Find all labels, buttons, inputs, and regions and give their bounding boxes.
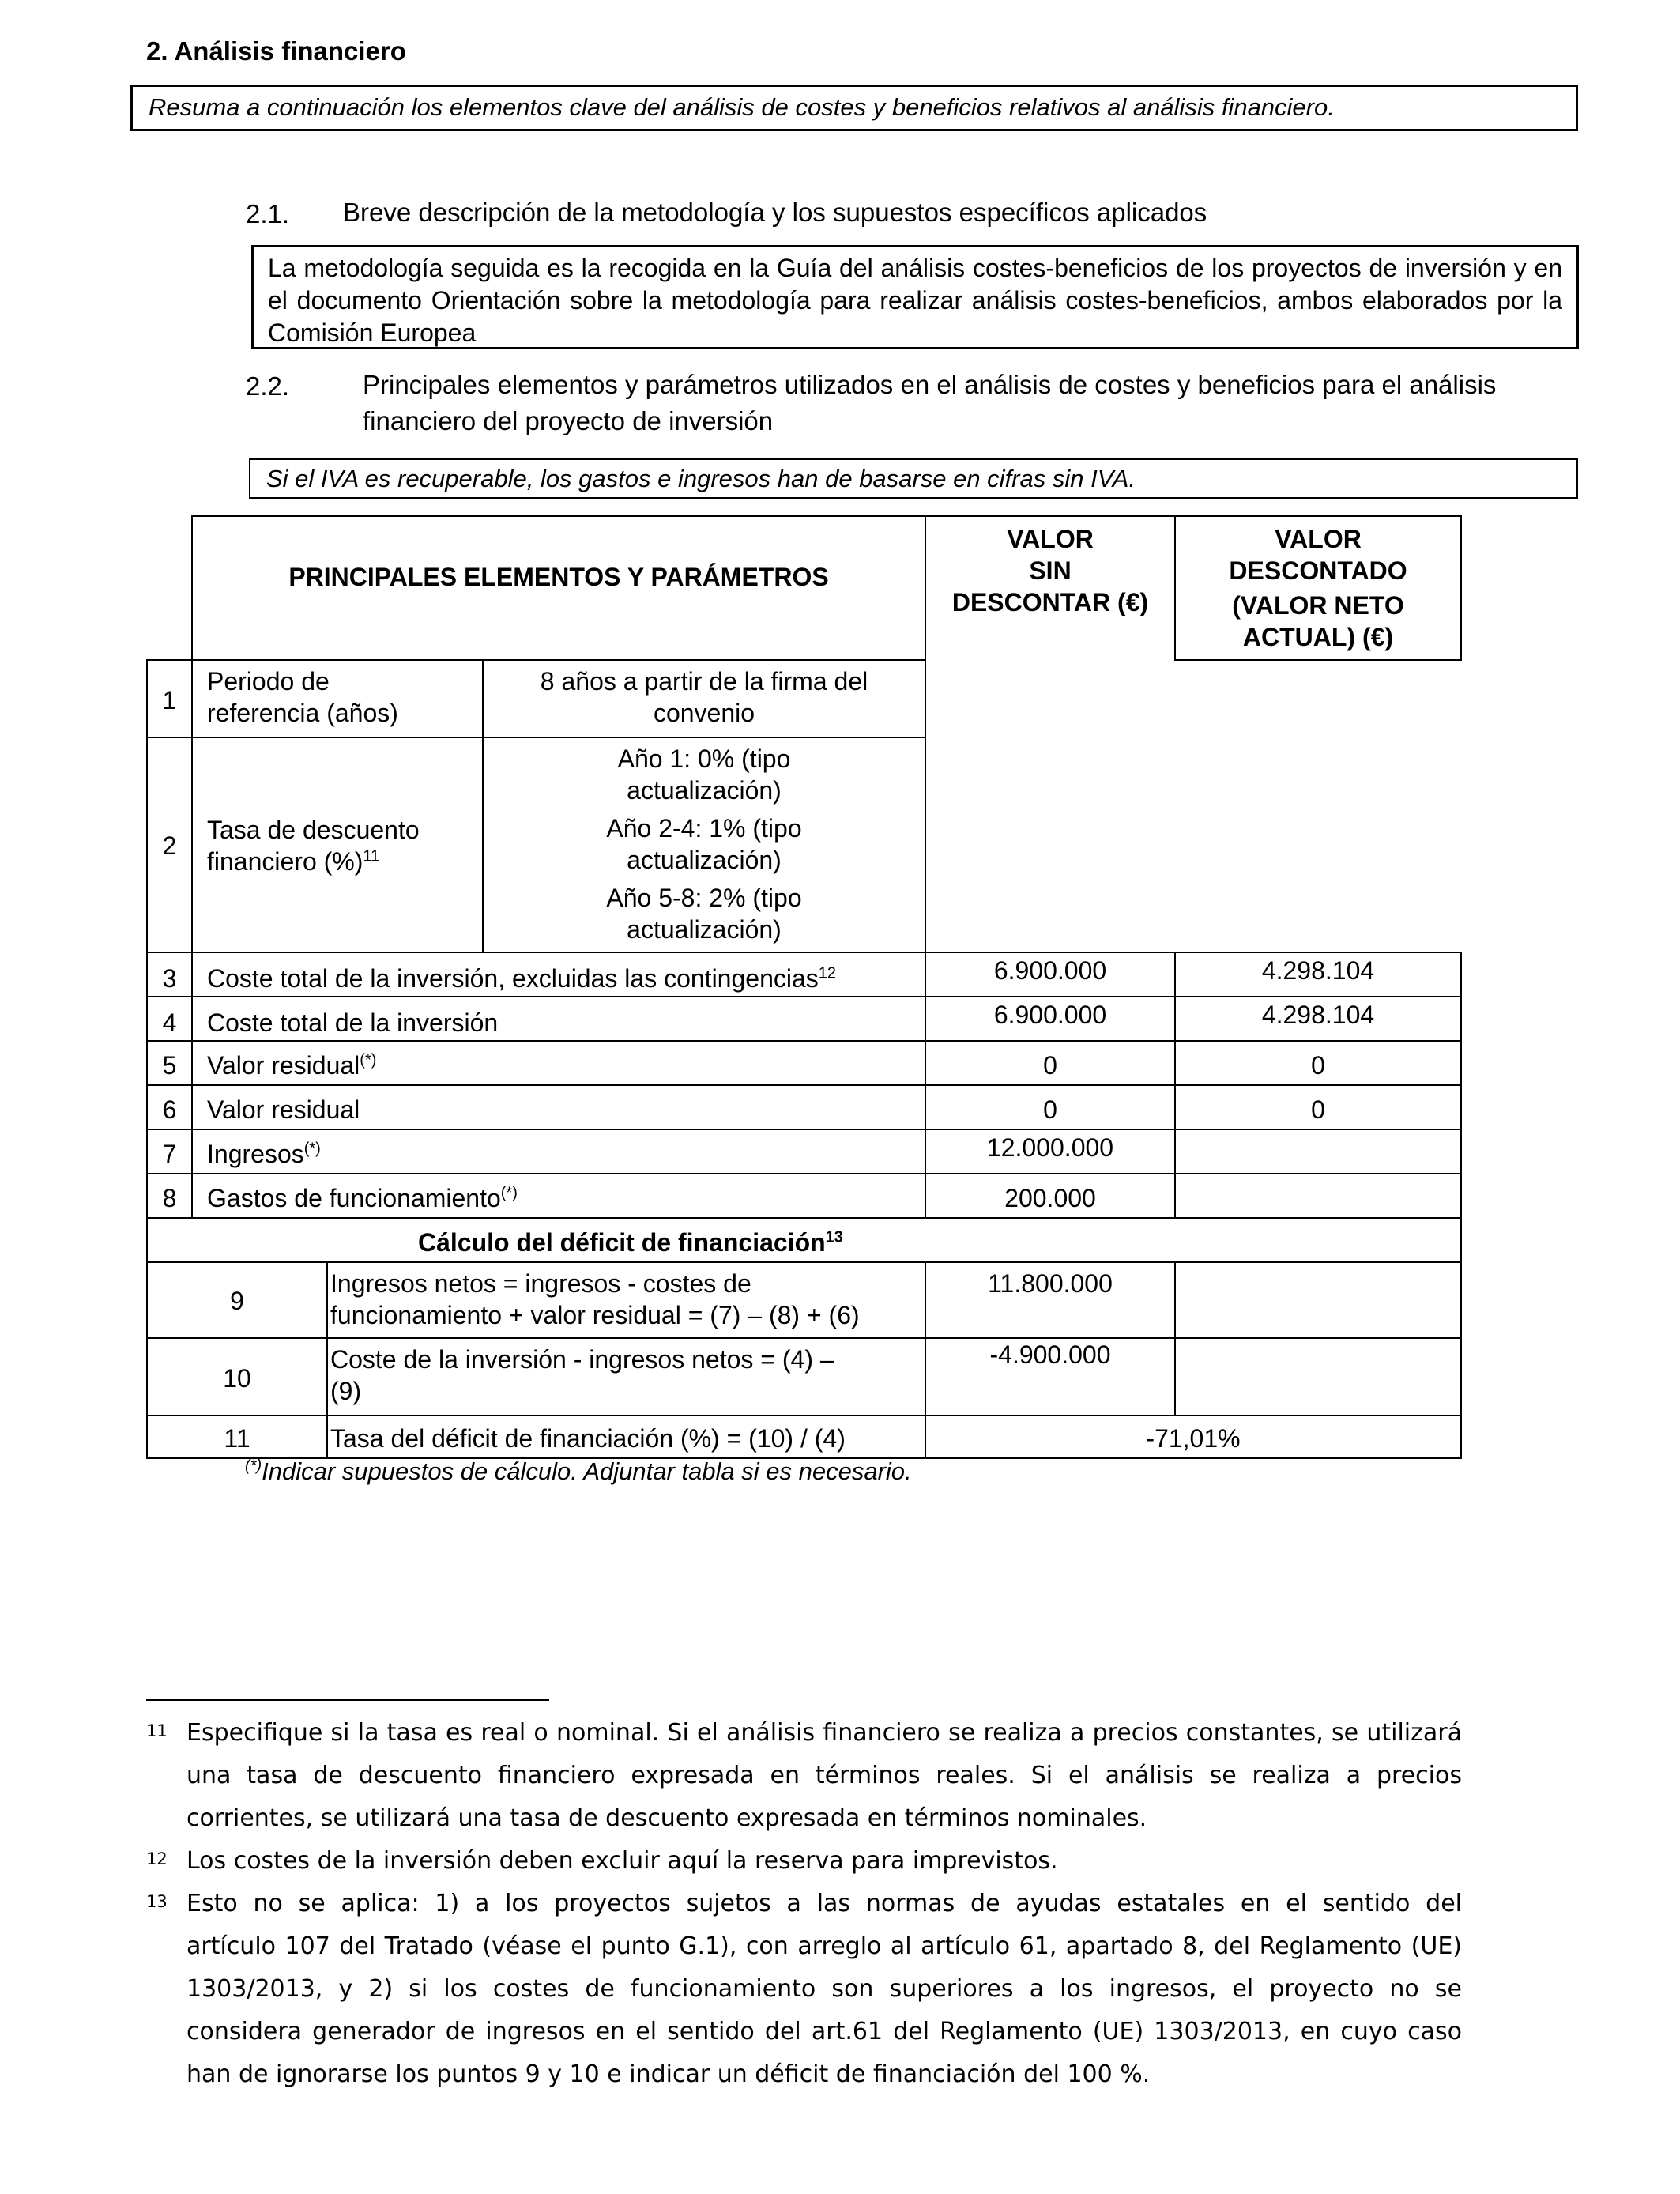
table-row-8-v1-cell (925, 1173, 1176, 1219)
table-row-10-v2-cell (1174, 1337, 1462, 1416)
row-label: Periodo de (207, 667, 330, 696)
row-label: Ingresos(*) (207, 1140, 321, 1168)
deficit-heading-cell (146, 1217, 1462, 1263)
table-row-7-v1-cell (925, 1129, 1176, 1174)
footnote-13-line2: artículo 107 del Tratado (véase el punto G.1), con arreglo al artículo 61, apartado 8, del Reglamento (UE) (186, 1932, 1462, 1960)
row-value: actualización) (627, 846, 782, 874)
table-row-2-label-cell (191, 737, 484, 953)
row-number: 8 (162, 1184, 177, 1212)
row-number: 5 (162, 1051, 177, 1080)
iva-note-box (249, 458, 1578, 499)
row-number: 1 (162, 686, 177, 714)
footnote-11-number: 11 (146, 1721, 168, 1740)
iva-note-text: Si el IVA es recuperable, los gastos e ingresos han de basarse en cifras sin IVA. (266, 465, 1136, 492)
table-row-4-num-cell (146, 996, 193, 1042)
value-undiscounted: 6.900.000 (993, 1001, 1107, 1029)
table-row-5-label-cell (191, 1040, 926, 1086)
table-row-9-label-cell (326, 1261, 926, 1339)
footnote-ref: (*) (303, 1140, 321, 1158)
table-row-5-v1-cell (925, 1040, 1176, 1086)
footnote-13-line1: Esto no se aplica: 1) a los proyectos sujetos a las normas de ayudas estatales en el sentido del (186, 1890, 1462, 1917)
value-discounted: 0 (1311, 1095, 1325, 1124)
footnote-ref: (*) (360, 1051, 377, 1069)
table-row-8-v2-cell (1174, 1173, 1462, 1219)
table-row-11-num-cell (146, 1415, 328, 1459)
table-row-2-value-cell (482, 737, 926, 953)
header-main: PRINCIPALES ELEMENTOS Y PARÁMETROS (288, 563, 829, 591)
sub1-number: 2.1. (246, 199, 290, 228)
footnote-13-line5: han de ignorarse los puntos 9 y 10 e indicar un déficit de financiación del 100 %. (186, 2060, 1151, 2088)
value-undiscounted: 6.900.000 (993, 956, 1107, 985)
header-col2-line3: (VALOR NETO (1232, 591, 1404, 620)
row-number: 3 (162, 964, 177, 993)
intro-text: Resuma a continuación los elementos clave del análisis de costes y beneficios relativos al análisis financiero. (149, 93, 1335, 121)
table-row-6-v1-cell (925, 1084, 1176, 1130)
methodology-text: La metodología seguida es la recogida en la Guía del análisis costes-beneficios de los proyectos de inversión y en el documento Orientación sobre la metodología para realizar análisis costes-beneficios, ambos elaborados por la Comisión Europea (268, 254, 1562, 347)
row-label: funcionamiento + valor residual = (7) – (8) + (6) (330, 1301, 860, 1329)
table-row-4-v1-cell (925, 996, 1176, 1042)
footnote-separator (146, 1699, 549, 1701)
row-label: Valor residual(*) (207, 1051, 377, 1080)
table-row-10-label-cell (326, 1337, 926, 1416)
table-row-6-v2-cell (1174, 1084, 1462, 1130)
table-row-4-v2-cell (1174, 996, 1462, 1042)
footnote-11-line2: una tasa de descuento financiero expresada en términos reales. Si el análisis se realiza a precios (186, 1762, 1462, 1789)
footnote-ref: 12 (818, 964, 837, 982)
value-undiscounted: 11.800.000 (988, 1269, 1113, 1298)
row-label: Coste de la inversión - ingresos netos = (4) – (330, 1345, 834, 1374)
footnote-13-number: 13 (146, 1892, 168, 1911)
value-undiscounted: -4.900.000 (989, 1340, 1111, 1369)
table-row-3-label-cell (191, 952, 926, 997)
row-label: (9) (330, 1377, 362, 1405)
table-row-1-value-cell (482, 659, 926, 738)
value-discounted: 0 (1311, 1051, 1325, 1080)
header-col2-line4: ACTUAL) (€) (1242, 623, 1394, 651)
value-undiscounted: 12.000.000 (986, 1133, 1114, 1162)
table-row-3-v1-cell (925, 952, 1176, 997)
table-row-8-label-cell (191, 1173, 926, 1219)
header-col2-line2: DESCONTADO (1229, 556, 1407, 585)
table-row-10-v1-cell (925, 1337, 1176, 1416)
footnote-13-line3: 1303/2013, y 2) si los costes de funcionamiento son superiores a los ingresos, el proyecto no se (186, 1975, 1462, 2003)
table-row-6-label-cell (191, 1084, 926, 1130)
header-col2-line1: VALOR (1275, 525, 1362, 553)
value-discounted: 4.298.104 (1261, 956, 1375, 985)
intro-box (130, 85, 1578, 131)
sub2-title-line1: Principales elementos y parámetros utilizados en el análisis de costes y beneficios para el análisis (363, 370, 1497, 399)
header-col2-cell (1174, 515, 1462, 661)
table-row-7-num-cell (146, 1129, 193, 1174)
table-note: (*)Indicar supuestos de cálculo. Adjuntar tabla si es necesario. (245, 1457, 912, 1485)
deficit-heading: Cálculo del déficit de financiación$^{13}$ (418, 1228, 843, 1257)
row-label: Ingresos netos = ingresos - costes de (330, 1269, 751, 1298)
sub2-number: 2.2. (246, 371, 290, 401)
table-row-9-v1-cell (925, 1261, 1176, 1339)
header-col1-line1: VALOR (1007, 525, 1094, 553)
deficit-rate-value: -71,01% (1146, 1424, 1241, 1453)
row-label: Gastos de funcionamiento(*) (207, 1184, 518, 1212)
table-row-10-num-cell (146, 1337, 328, 1416)
table-row-2-num-cell (146, 737, 193, 953)
table-row-5-v2-cell (1174, 1040, 1462, 1086)
row-label: Tasa del déficit de financiación (%) = (10) / (4) (330, 1424, 846, 1453)
row-number: 11 (224, 1424, 250, 1453)
value-discounted: 4.298.104 (1261, 1001, 1375, 1029)
row-value: Año 5-8: 2% (tipo (606, 884, 802, 912)
footnote-11-line3: corrientes, se utilizará una tasa de descuento expresada en términos nominales. (186, 1804, 1147, 1832)
table-row-4-label-cell (191, 996, 926, 1042)
sub2-title-line2: financiero del proyecto de inversión (363, 406, 774, 435)
footnote-12-text: Los costes de la inversión deben excluir aquí la reserva para imprevistos. (186, 1847, 1058, 1875)
row-number: 2 (162, 831, 177, 860)
header-col1-line2: SIN (1029, 556, 1072, 585)
row-value: Año 2-4: 1% (tipo (606, 814, 802, 843)
table-row-6-num-cell (146, 1084, 193, 1130)
section-title: 2. Análisis financiero (146, 36, 406, 66)
table-row-1-label-cell (191, 659, 484, 738)
table-row-11-value-cell (925, 1415, 1462, 1459)
row-label: Coste total de la inversión (207, 1008, 499, 1037)
table-row-3-num-cell (146, 952, 193, 997)
footnote-ref: (*) (500, 1184, 518, 1202)
table-row-1-num-cell (146, 659, 193, 738)
sub1-title: Breve descripción de la metodología y los supuestos específicos aplicados (343, 198, 1207, 227)
row-value: 8 años a partir de la firma del (540, 667, 868, 696)
table-row-5-num-cell (146, 1040, 193, 1086)
value-undiscounted: 0 (1043, 1095, 1057, 1124)
row-label: referencia (años) (207, 699, 398, 727)
footnote-11-line1: Especifique si la tasa es real o nominal. Si el análisis financiero se realiza a precios constantes, se utilizará (186, 1719, 1462, 1747)
row-value: actualización) (627, 915, 782, 944)
header-col1-line3: DESCONTAR (€) (951, 588, 1149, 616)
table-row-8-num-cell (146, 1173, 193, 1219)
row-label: Valor residual (207, 1095, 360, 1124)
header-main-cell (191, 515, 926, 661)
table-row-3-v2-cell (1174, 952, 1462, 997)
table-row-9-v2-cell (1174, 1261, 1462, 1339)
methodology-box (251, 245, 1579, 349)
footnote-ref: 11 (363, 847, 380, 865)
row-value: actualización) (627, 776, 782, 805)
table-row-11-label-cell (326, 1415, 926, 1459)
row-value: Año 1: 0% (tipo (617, 745, 791, 773)
value-undiscounted: 0 (1043, 1051, 1057, 1080)
row-number: 9 (230, 1287, 244, 1315)
row-number: 7 (162, 1140, 177, 1168)
footnote-ref: 13 (825, 1228, 843, 1246)
table-row-9-num-cell (146, 1261, 328, 1339)
value-undiscounted: 200.000 (1004, 1184, 1096, 1212)
row-label: Coste total de la inversión, excluidas las contingencias$^{12}$ (207, 964, 837, 993)
row-value: convenio (653, 699, 755, 727)
row-number: 4 (162, 1008, 177, 1037)
footnote-13-line4: considera generador de ingresos en el sentido del art.61 del Reglamento (UE) 1303/2013, en cuyo caso (186, 2018, 1462, 2045)
table-row-7-label-cell (191, 1129, 926, 1174)
row-label: financiero (%)$^{11}$ (207, 847, 380, 876)
row-label: Tasa de descuento (207, 816, 420, 844)
row-number: 10 (223, 1364, 251, 1393)
footnote-12-number: 12 (146, 1849, 168, 1868)
row-number: 6 (162, 1095, 177, 1124)
table-row-7-v2-cell (1174, 1129, 1462, 1174)
header-col1-cell (925, 515, 1176, 661)
